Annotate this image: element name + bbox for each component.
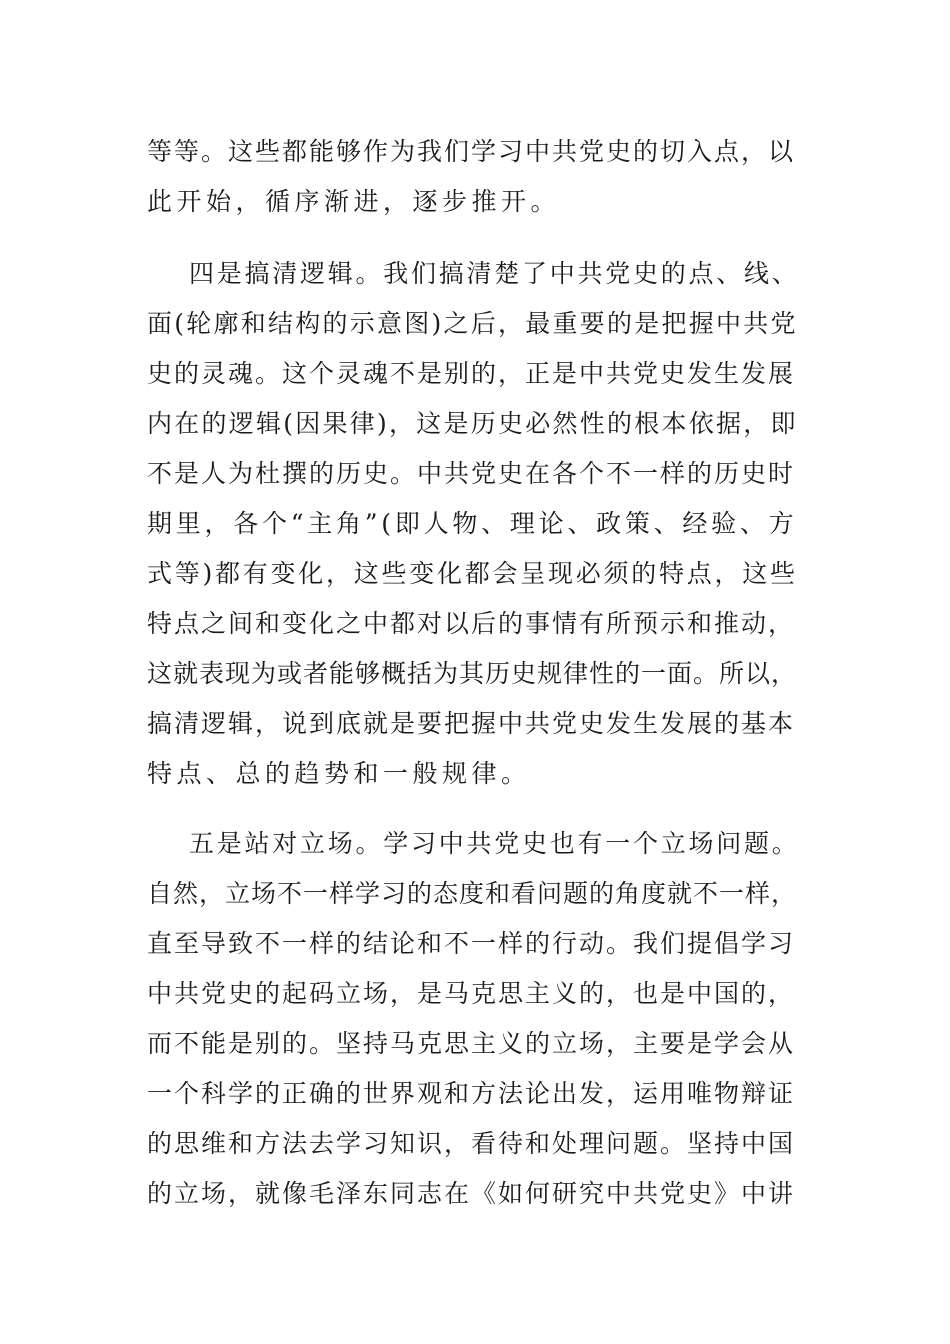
paragraph-2-line-9: 这就表现为或者能够概括为其历史规律性的一面。所以， — [147, 659, 798, 688]
paragraph-2-line-10: 搞清逻辑，说到底就是要把握中共党史发生发展的基本 — [147, 709, 796, 738]
paragraph-2-line-4: 内在的逻辑(因果律)，这是历史必然性的根本依据，即 — [147, 409, 798, 438]
paragraph-3-line-4: 中共党史的起码立场，是马克思主义的，也是中国的， — [147, 979, 796, 1008]
paragraph-2-line-1: 四是搞清逻辑。我们搞清楚了中共党史的点、线、 — [189, 259, 800, 288]
paragraph-3-line-5: 而不能是别的。坚持马克思主义的立场，主要是学会从 — [147, 1029, 796, 1058]
paragraph-1-line-1: 等等。这些都能够作为我们学习中共党史的切入点，以 — [147, 137, 796, 166]
paragraph-3-line-3: 直至导致不一样的结论和不一样的行动。我们提倡学习 — [147, 929, 796, 958]
paragraph-2-line-3: 史的灵魂。这个灵魂不是别的，正是中共党史发生发展 — [147, 359, 796, 388]
paragraph-3-line-8: 的立场，就像毛泽东同志在《如何研究中共党史》中讲 — [147, 1179, 796, 1208]
paragraph-3-line-7: 的思维和方法去学习知识，看待和处理问题。坚持中国 — [147, 1129, 796, 1158]
paragraph-2-line-8: 特点之间和变化之中都对以后的事情有所预示和推动， — [147, 609, 796, 638]
paragraph-1-line-2: 此开始，循序渐进，逐步推开。 — [147, 187, 561, 216]
paragraph-3-line-1: 五是站对立场。学习中共党史也有一个立场问题。 — [189, 829, 800, 858]
paragraph-2-line-6: 期里，各个“主角”(即人物、理论、政策、经验、方 — [147, 509, 798, 538]
paragraph-2-line-7: 式等)都有变化，这些变化都会呈现必须的特点，这些 — [147, 559, 798, 588]
paragraph-2-line-5: 不是人为杜撰的历史。中共党史在各个不一样的历史时 — [147, 459, 796, 488]
paragraph-2-line-2: 面(轮廓和结构的示意图)之后，最重要的是把握中共党 — [147, 309, 798, 338]
paragraph-2-line-11: 特点、总的趋势和一般规律。 — [147, 759, 531, 788]
paragraph-3-line-2: 自然，立场不一样学习的态度和看问题的角度就不一样， — [147, 879, 798, 908]
paragraph-3-line-6: 一个科学的正确的世界观和方法论出发，运用唯物辩证 — [147, 1079, 796, 1108]
